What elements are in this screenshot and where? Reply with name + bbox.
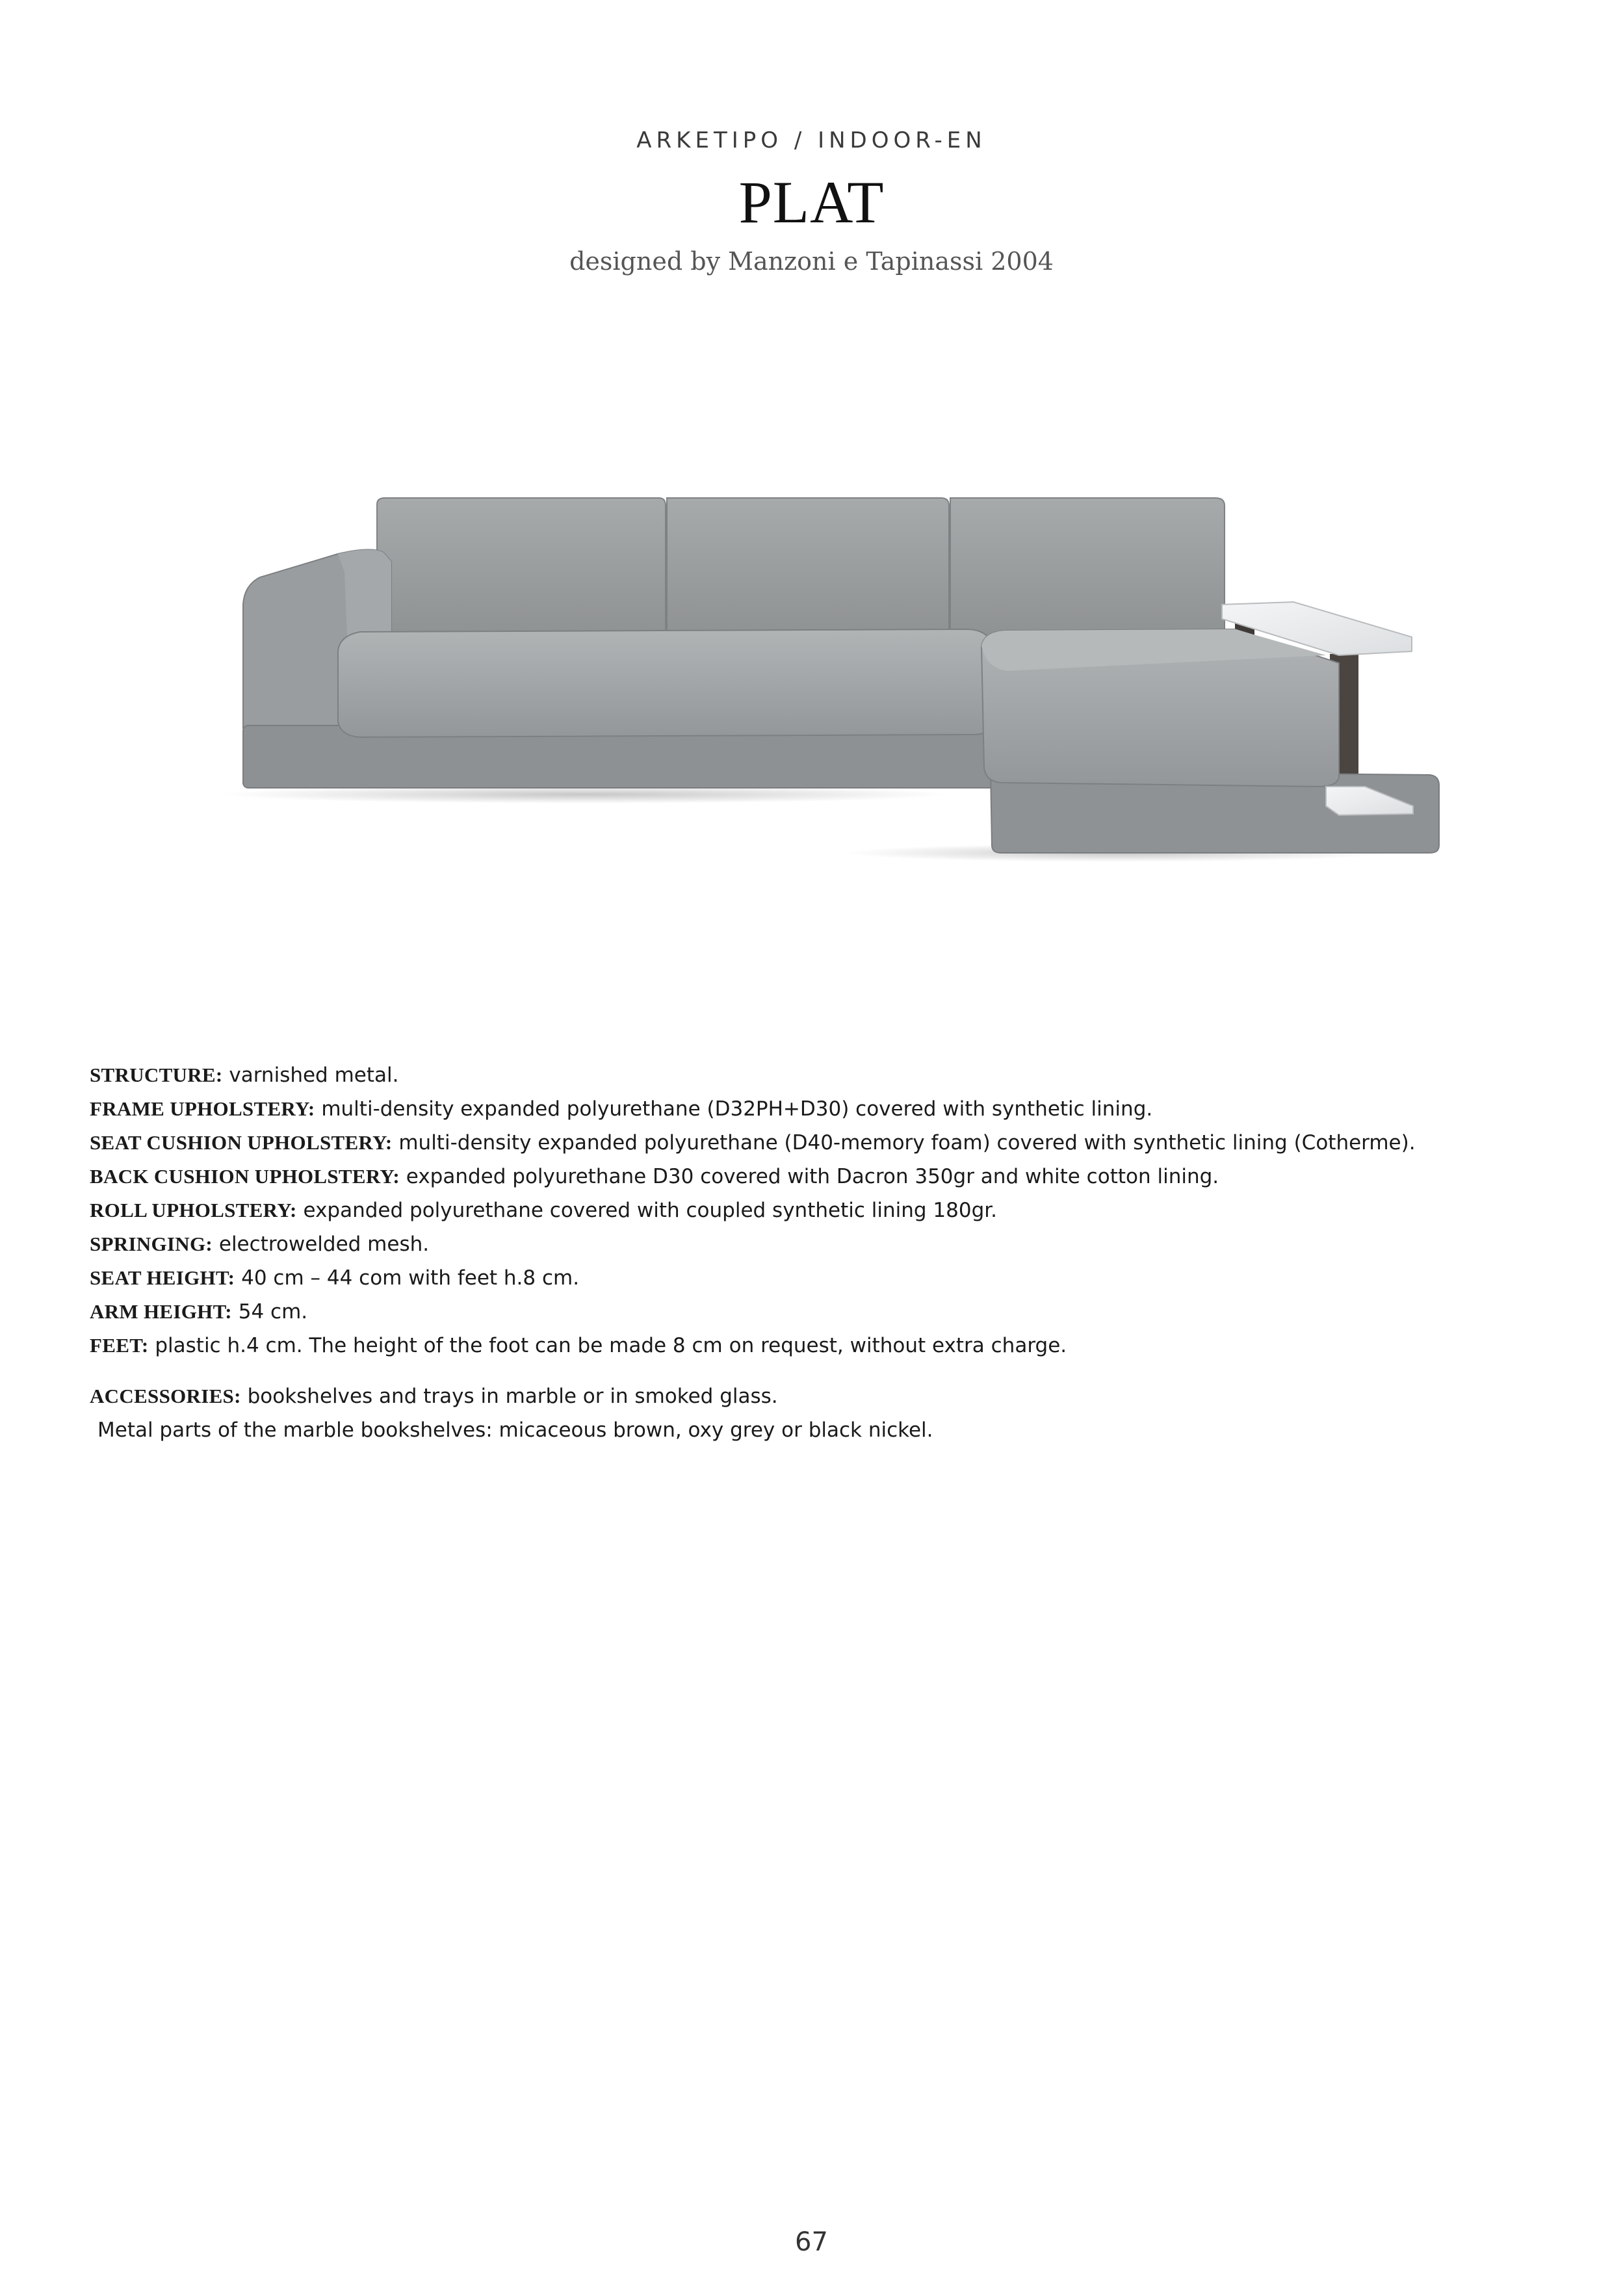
spec-label: FEET: bbox=[90, 1334, 149, 1357]
spec-label: ACCESSORIES: bbox=[90, 1385, 241, 1407]
spec-value: expanded polyurethane D30 covered with Dacron 350gr and white cotton lining. bbox=[399, 1165, 1219, 1188]
spec-value: bookshelves and trays in marble or in smoked glass. bbox=[240, 1385, 778, 1408]
spec-label: SPRINGING: bbox=[90, 1233, 213, 1255]
spec-value: varnished metal. bbox=[222, 1063, 399, 1087]
spec-value: 54 cm. bbox=[231, 1300, 308, 1324]
spec-accessories-note: Metal parts of the marble bookshelves: micaceous brown, oxy grey or black nickel. bbox=[97, 1418, 933, 1442]
seat-cushion-main bbox=[338, 629, 998, 737]
spec-value: multi-density expanded polyurethane (D32PH+D30) covered with synthetic lining. bbox=[315, 1097, 1153, 1121]
spec-seat-cushion-upholstery bbox=[90, 1126, 1546, 1160]
spec-value: 40 cm – 44 com with feet h.8 cm. bbox=[235, 1266, 580, 1290]
spec-springing bbox=[90, 1227, 1546, 1261]
page-number: 67 bbox=[795, 2227, 828, 2257]
spec-label: SEAT CUSHION UPHOLSTERY: bbox=[90, 1131, 393, 1154]
spec-frame-upholstery bbox=[90, 1092, 1546, 1126]
spec-value: electrowelded mesh. bbox=[213, 1233, 430, 1256]
spec-accessories bbox=[90, 1379, 1546, 1413]
spec-label: SEAT HEIGHT: bbox=[90, 1266, 235, 1289]
spec-feet bbox=[90, 1329, 1546, 1363]
specifications-list bbox=[90, 1058, 1546, 1447]
page-title: PLAT bbox=[738, 169, 885, 235]
designer-credit: designed by Manzoni e Tapinassi 2004 bbox=[569, 247, 1054, 276]
spec-value: plastic h.4 cm. The height of the foot can be made 8 cm on request, without extra charge. bbox=[148, 1334, 1067, 1357]
spec-value: expanded polyurethane covered with coupled synthetic lining 180gr. bbox=[296, 1199, 997, 1222]
sofa-icon bbox=[221, 481, 1495, 897]
back-cushion-middle bbox=[667, 498, 949, 637]
back-cushion-left bbox=[377, 498, 666, 637]
collection-kicker: ARKETIPO / INDOOR-EN bbox=[636, 127, 987, 153]
spec-roll-upholstery bbox=[90, 1194, 1546, 1227]
spec-label: ROLL UPHOLSTERY: bbox=[90, 1199, 297, 1221]
spec-arm-height bbox=[90, 1295, 1546, 1329]
spec-structure bbox=[90, 1058, 1546, 1092]
spec-back-cushion-upholstery bbox=[90, 1160, 1546, 1194]
spec-seat-height bbox=[90, 1261, 1546, 1295]
spec-label: ARM HEIGHT: bbox=[90, 1300, 232, 1323]
spec-label: BACK CUSHION UPHOLSTERY: bbox=[90, 1165, 400, 1188]
back-cushion-right bbox=[950, 498, 1225, 637]
spec-label: STRUCTURE: bbox=[90, 1063, 223, 1086]
spec-value: multi-density expanded polyurethane (D40-memory foam) covered with synthetic lining (Cotherme). bbox=[392, 1131, 1416, 1155]
spec-label: FRAME UPHOLSTERY: bbox=[90, 1097, 315, 1120]
